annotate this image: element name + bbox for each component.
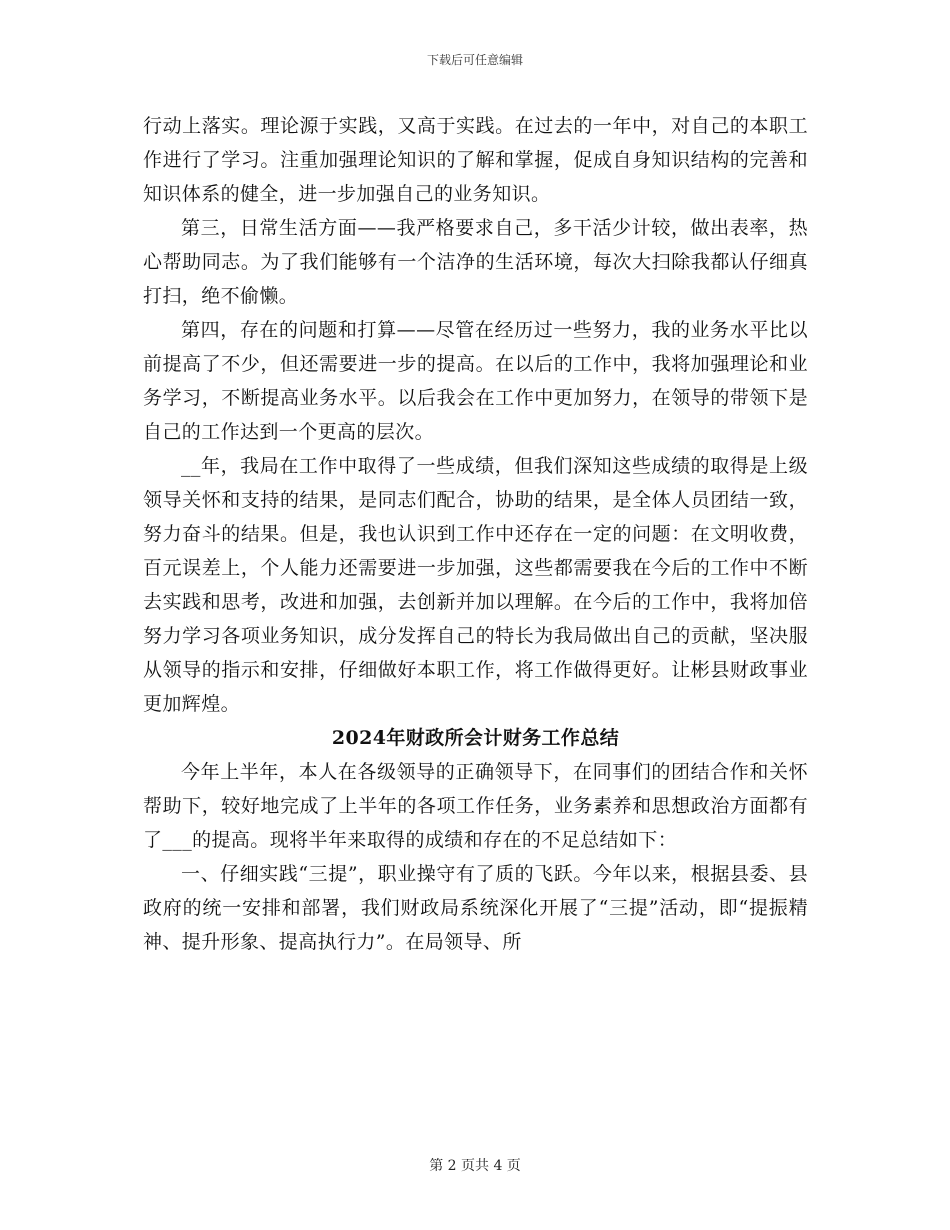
paragraph-third-point: 第三，日常生活方面——我严格要求自己，多干活少计较，做出表率，热心帮助同志。为了我们能够有一个洁净的生活环境，每次大扫除我都认仔细真打扫，绝不偷懒。 (143, 217, 808, 307)
page-header: 下载后可任意编辑 (426, 53, 523, 67)
section-paragraph-first-point: 一、仔细实践“三提”，职业操守有了质的飞跃。今年以来，根据县委、县政府的统一安排和部署，我们财政局系统深化开展了“三提”活动，即“提振精神、提升形象、提高执行力”。在局领导、所 (143, 863, 808, 953)
section-title: 2024年财政所会计财务工作总结 (331, 727, 620, 749)
section-paragraph-intro: 今年上半年，本人在各级领导的正确领导下，在同事们的团结合作和关怀帮助下，较好地完成了上半年的各项工作任务，业务素养和思想政治方面都有了___的提高。现将半年来取得的成绩和存在的不足总结如下： (143, 761, 808, 851)
paragraph-fourth-point: 第四，存在的问题和打算——尽管在经历过一些努力，我的业务水平比以前提高了不少，但还需要进一步的提高。在以后的工作中，我将加强理论和业务学习，不断提高业务水平。以后我会在工作中更加努力，在领导的带领下是自己的工作达到一个更高的层次。 (143, 319, 808, 443)
document-body (143, 109, 808, 959)
paragraph-year-summary: __年，我局在工作中取得了一些成绩，但我们深知这些成绩的取得是上级领导关怀和支持的结果，是同志们配合，协助的结果，是全体人员团结一致，努力奋斗的结果。但是，我也认识到工作中还存在一定的问题：在文明收费，百元误差上，个人能力还需要进一步加强，这些都需要我在今后的工作中不断去实践和思考，改进和加强，去创新并加以理解。在今后的工作中，我将加倍努力学习各项业务知识，成分发挥自己的特长为我局做出自己的贡献，坚决服从领导的指示和安排，仔细做好本职工作，将工作做得更好。让彬县财政事业更加辉煌。 (143, 455, 808, 715)
page-footer: 第 2 页共 4 页 (429, 1158, 521, 1174)
paragraph-continuation: 行动上落实。理论源于实践，又高于实践。在过去的一年中，对自己的本职工作进行了学习。注重加强理论知识的了解和掌握，促成自身知识结构的完善和知识体系的健全，进一步加强自己的业务知识。 (143, 115, 808, 205)
